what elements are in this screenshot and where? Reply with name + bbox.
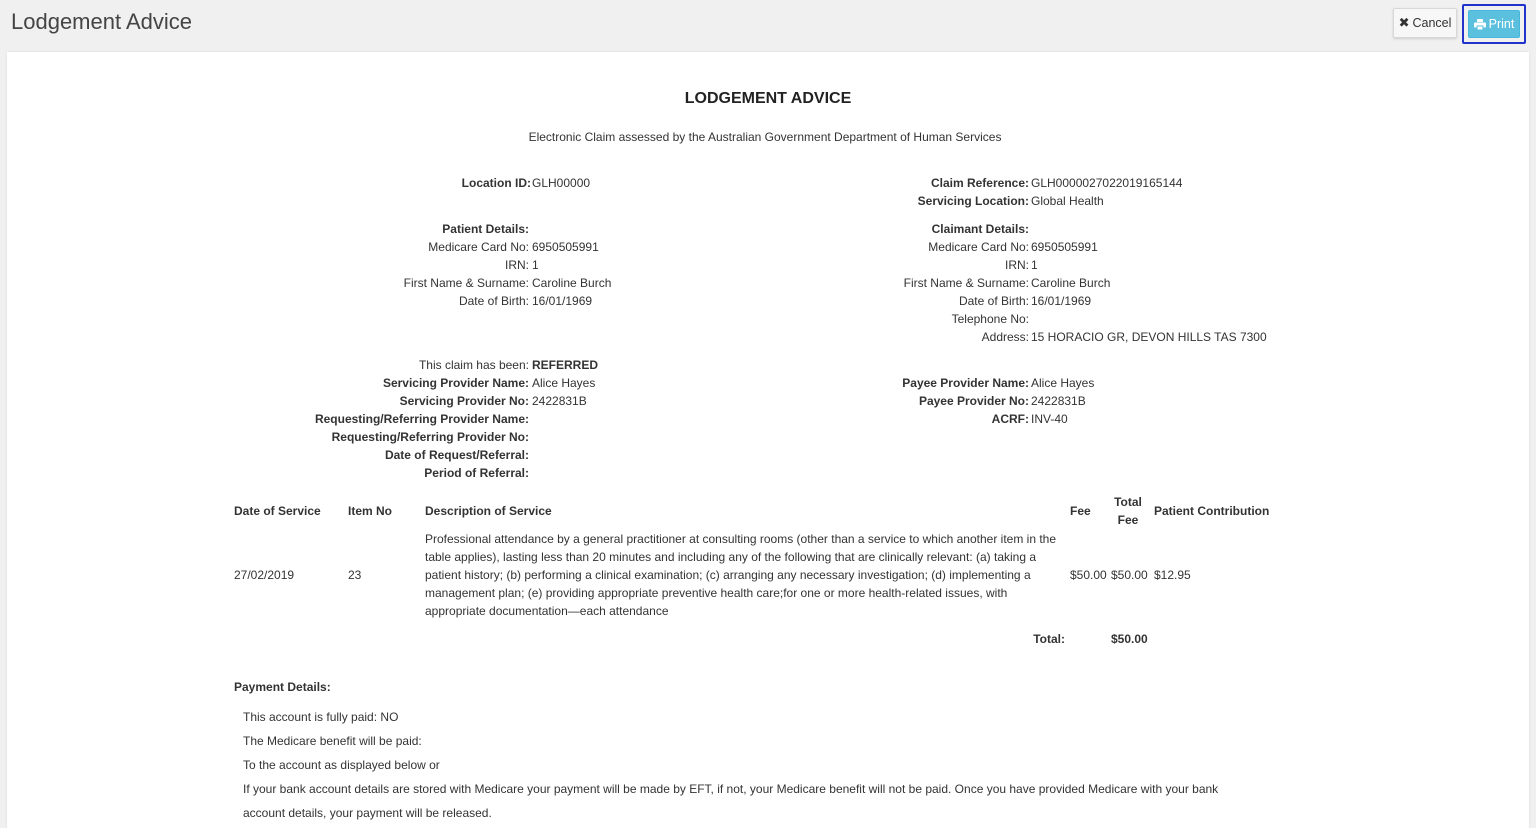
- location-id-label: Location ID:: [461, 176, 531, 190]
- col-header-date: Date of Service: [234, 504, 321, 518]
- patient-irn-label: IRN:: [505, 258, 529, 272]
- row-item-no: 23: [348, 568, 362, 582]
- servicing-provider-no-label: Servicing Provider No:: [399, 394, 529, 408]
- col-header-item: Item No: [348, 504, 393, 518]
- claimant-phone-label: Telephone No:: [951, 312, 1029, 326]
- row-contribution: $12.95: [1154, 568, 1191, 582]
- lodgement-document: [7, 52, 1529, 828]
- close-icon: ✖: [1398, 15, 1410, 30]
- servicing-location-label: Servicing Location:: [917, 194, 1029, 208]
- claimant-details-heading: Claimant Details:: [931, 222, 1029, 236]
- payment-eft-line2: account details, your payment will be released.: [243, 806, 492, 820]
- document-subtitle: Electronic Claim assessed by the Australian Government Department of Human Services: [528, 130, 1002, 144]
- servicing-location-value: Global Health: [1031, 194, 1104, 208]
- total-value: $50.00: [1111, 632, 1148, 646]
- payment-fully-paid: This account is fully paid: NO: [243, 710, 399, 724]
- header-bar: [0, 0, 1536, 48]
- payment-benefit: The Medicare benefit will be paid:: [243, 734, 422, 748]
- claimant-name-label: First Name & Surname:: [903, 276, 1029, 290]
- row-total-fee: $50.00: [1111, 568, 1148, 582]
- payment-details-heading: Payment Details:: [234, 680, 331, 694]
- col-header-description: Description of Service: [425, 504, 552, 518]
- payee-provider-name-value: Alice Hayes: [1031, 376, 1095, 390]
- acrf-label: ACRF:: [991, 412, 1029, 426]
- acrf-value: INV-40: [1031, 412, 1068, 426]
- print-button-label: Print: [1488, 17, 1515, 31]
- period-of-referral-label: Period of Referral:: [424, 466, 529, 480]
- col-header-total-fee: Total Fee: [1114, 495, 1142, 527]
- claimant-medicare-label: Medicare Card No:: [928, 240, 1029, 254]
- print-button-focus-ring: [1462, 4, 1526, 44]
- row-fee: $50.00: [1070, 568, 1107, 582]
- claim-reference-label: Claim Reference:: [930, 176, 1029, 190]
- patient-medicare-label: Medicare Card No:: [428, 240, 529, 254]
- cancel-button[interactable]: [1393, 8, 1457, 38]
- claim-reference-value: GLH0000027022019165144: [1031, 176, 1183, 190]
- referring-provider-name-label: Requesting/Referring Provider Name:: [314, 412, 529, 426]
- location-id-value: GLH00000: [532, 176, 591, 190]
- claim-status-label: This claim has been:: [418, 358, 529, 372]
- page-title: Lodgement Advice: [11, 9, 193, 34]
- servicing-provider-name-value: Alice Hayes: [532, 376, 596, 390]
- claimant-address-value: 15 HORACIO GR, DEVON HILLS TAS 7300: [1031, 330, 1267, 344]
- total-label: Total:: [1033, 632, 1065, 646]
- servicing-provider-name-label: Servicing Provider Name:: [382, 376, 529, 390]
- patient-medicare-value: 6950505991: [532, 240, 599, 254]
- document-title: LODGEMENT ADVICE: [684, 90, 852, 107]
- claimant-medicare-value: 6950505991: [1031, 240, 1098, 254]
- payment-account: To the account as displayed below or: [243, 758, 440, 772]
- claim-status-value: REFERRED: [532, 358, 599, 372]
- servicing-provider-no-value: 2422831B: [532, 394, 587, 408]
- patient-irn-value: 1: [532, 258, 539, 272]
- print-button[interactable]: [1468, 10, 1520, 38]
- claimant-irn-label: IRN:: [1005, 258, 1029, 272]
- claimant-dob-value: 16/01/1969: [1031, 294, 1092, 308]
- patient-dob-value: 16/01/1969: [532, 294, 593, 308]
- referring-provider-no-label: Requesting/Referring Provider No:: [331, 430, 529, 444]
- payee-provider-name-label: Payee Provider Name:: [902, 376, 1029, 390]
- claimant-address-label: Address:: [981, 330, 1029, 344]
- claimant-dob-label: Date of Birth:: [958, 294, 1029, 308]
- col-header-fee: Fee: [1070, 504, 1091, 518]
- payee-provider-no-label: Payee Provider No:: [918, 394, 1029, 408]
- claimant-irn-value: 1: [1031, 258, 1038, 272]
- patient-dob-label: Date of Birth:: [458, 294, 529, 308]
- patient-details-heading: Patient Details:: [442, 222, 529, 236]
- row-date: 27/02/2019: [234, 568, 295, 582]
- patient-name-value: Caroline Burch: [532, 276, 612, 290]
- patient-name-label: First Name & Surname:: [403, 276, 529, 290]
- printer-icon: [1474, 19, 1486, 30]
- payment-eft-line1: If your bank account details are stored with Medicare your payment will be made by EFT, if not, your Medicare benefit will not be paid. Once you have provided Medicare with your bank: [243, 782, 1219, 796]
- row-description: Professional attendance by a general practitioner at consulting rooms (other than a service to which another item in the table applies), lasting less than 20 minutes and including any of the following that are clinically relevant: (a) taking a patient history; (b) performing a clinical examination; (c) arranging any necessary investigation; (d) implementing a management plan; (e) providing appropriate preventive health care;for one or more health-related issues, with appropriate documentation—each attendance: [425, 532, 1057, 618]
- payee-provider-no-value: 2422831B: [1031, 394, 1086, 408]
- date-of-referral-label: Date of Request/Referral:: [384, 448, 529, 462]
- cancel-button-label: Cancel: [1412, 16, 1452, 30]
- col-header-contribution: Patient Contribution: [1154, 504, 1270, 518]
- claimant-name-value: Caroline Burch: [1031, 276, 1111, 290]
